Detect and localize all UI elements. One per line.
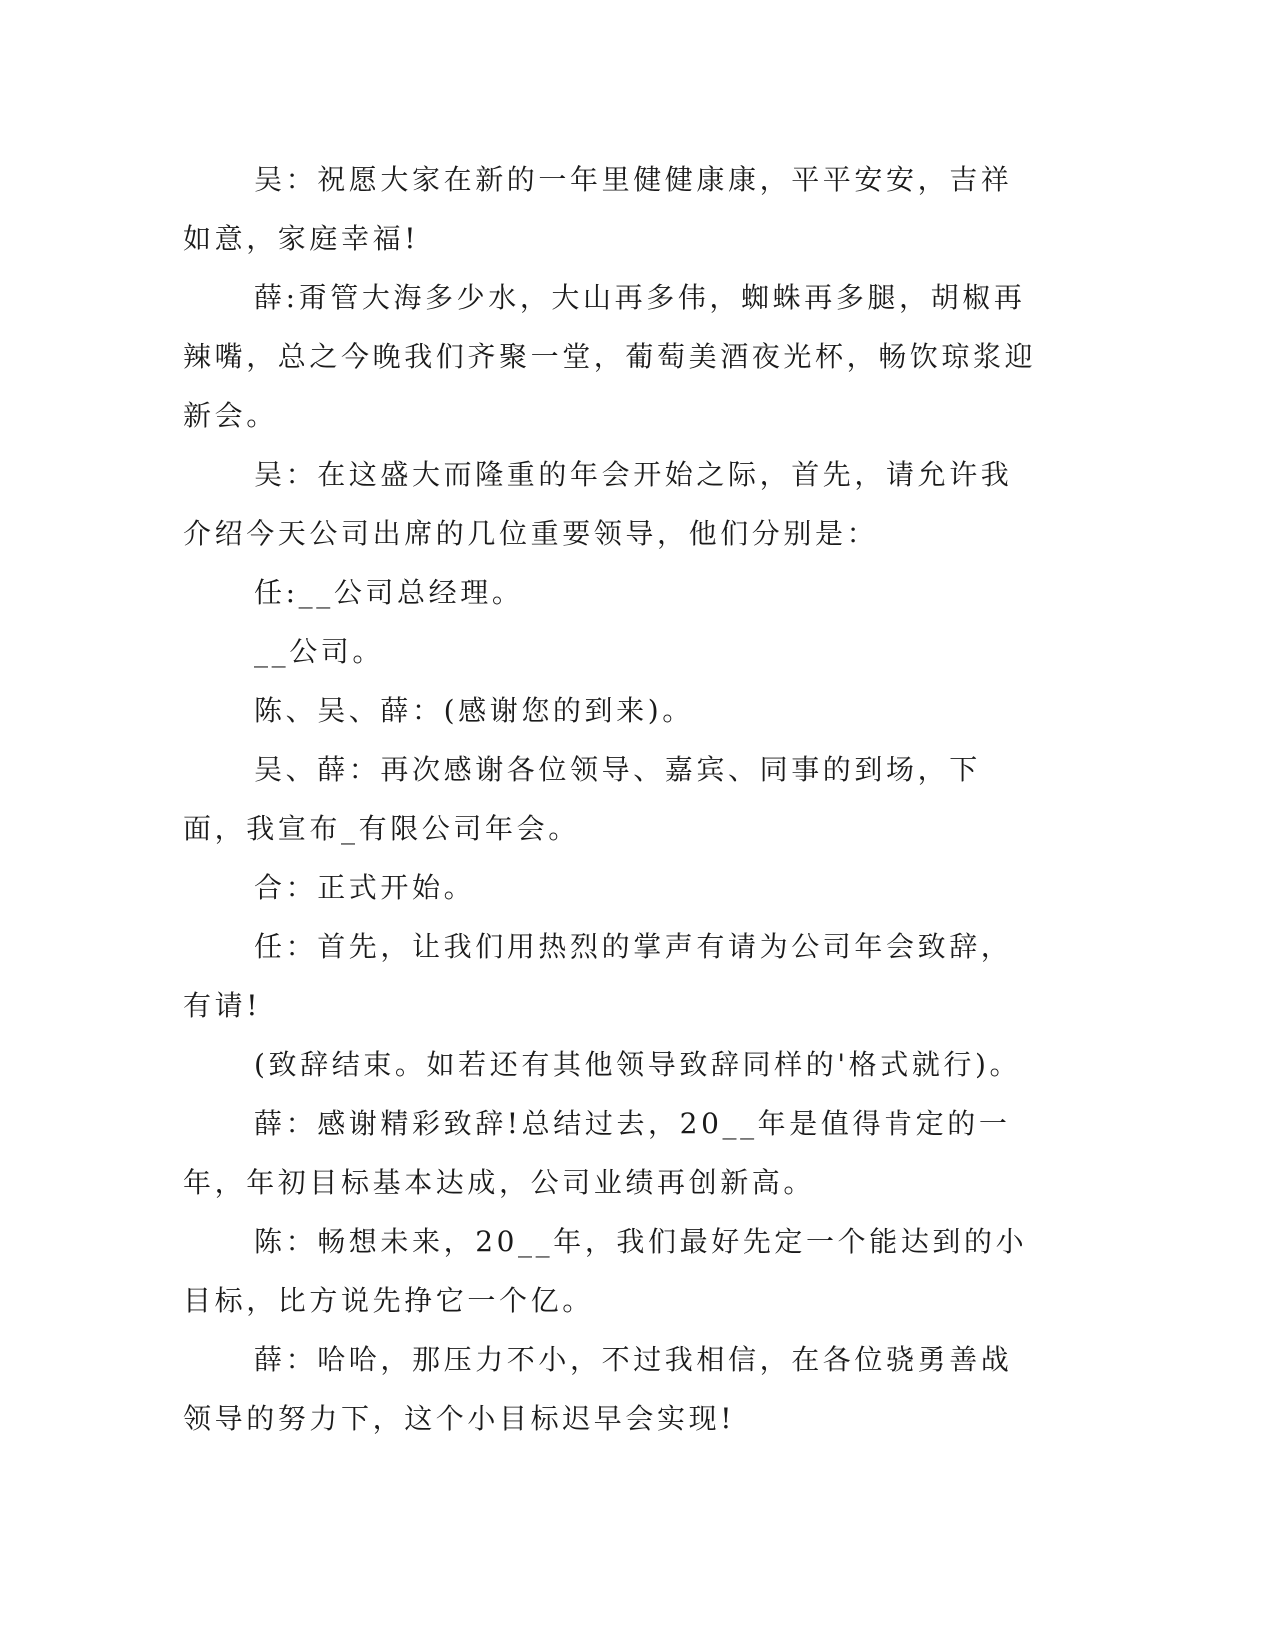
paragraph-11: 薛：感谢精彩致辞!总结过去，20__年是值得肯定的一年，年初目标基本达成，公司业绩再创新高。 — [183, 1107, 1011, 1199]
paragraph-13: 薛：哈哈，那压力不小，不过我相信，在各位骁勇善战领导的努力下，这个小目标迟早会实现! — [183, 1343, 1013, 1435]
paragraph-9: 任：首先，让我们用热烈的掌声有请为公司年会致辞，有请! — [183, 930, 1013, 1022]
paragraph-6: 陈、吴、薛：(感谢您的到来)。 — [254, 694, 694, 727]
paragraph-8: 合：正式开始。 — [254, 871, 476, 904]
paragraph-5: __公司。 — [254, 635, 385, 668]
paragraph-7: 吴、薛：再次感谢各位领导、嘉宾、同事的到场，下面，我宣布_有限公司年会。 — [183, 753, 981, 845]
paragraph-1: 吴：祝愿大家在新的一年里健健康康，平平安安，吉祥如意，家庭幸福! — [183, 163, 1013, 255]
paragraph-12: 陈：畅想未来，20__年，我们最好先定一个能达到的小目标，比方说先挣它一个亿。 — [183, 1225, 1028, 1317]
paragraph-2: 薛:甭管大海多少水，大山再多伟，蜘蛛再多腿，胡椒再辣嘴，总之今晚我们齐聚一堂，葡萄美酒夜光杯，畅饮琼浆迎新会。 — [183, 281, 1037, 432]
paragraph-10: (致辞结束。如若还有其他领导致辞同样的'格式就行)。 — [254, 1048, 1022, 1081]
document-page — [183, 150, 1043, 1448]
paragraph-3: 吴：在这盛大而隆重的年会开始之际，首先，请允许我介绍今天公司出席的几位重要领导，他们分别是： — [183, 458, 1013, 550]
paragraph-4: 任:__公司总经理。 — [254, 576, 524, 609]
